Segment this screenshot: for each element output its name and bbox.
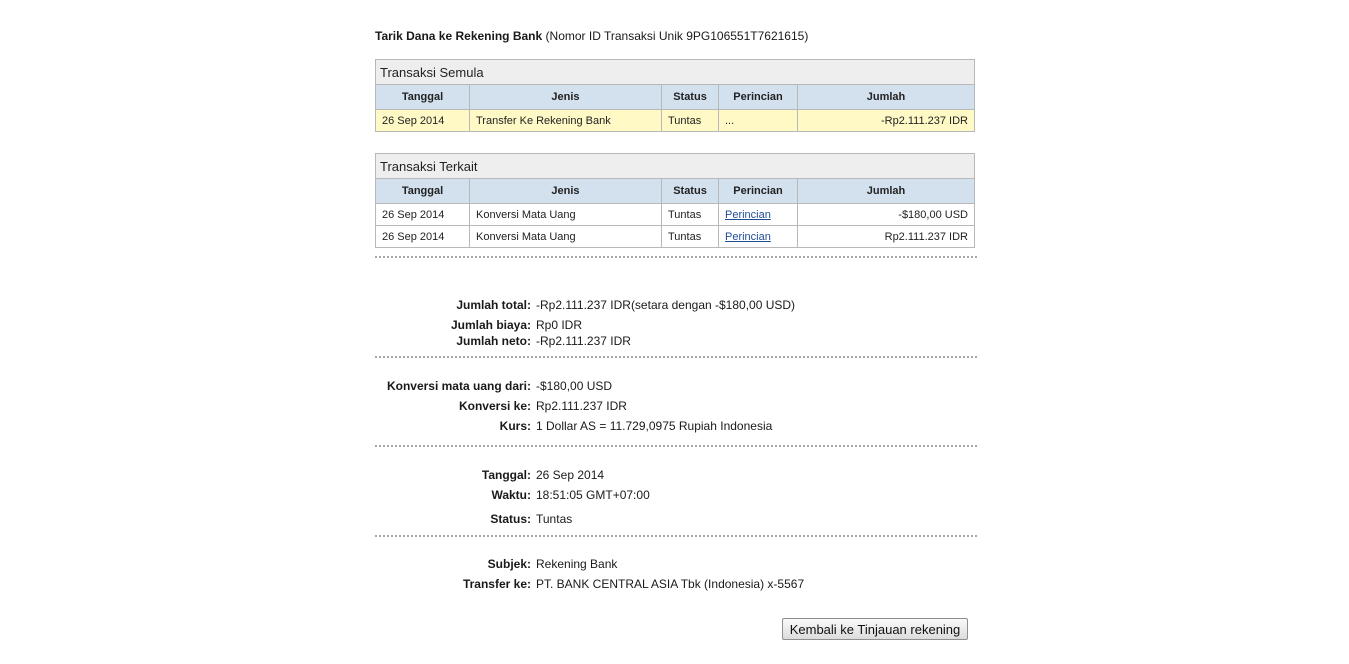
cell-amount: -Rp2.111.237 IDR bbox=[798, 110, 975, 132]
time-label: Waktu: bbox=[491, 488, 531, 502]
column-header-status: Status bbox=[662, 85, 719, 110]
date-row bbox=[375, 468, 977, 484]
conversion-from-value: -$180,00 USD bbox=[536, 379, 613, 393]
column-header-date: Tanggal bbox=[376, 85, 470, 110]
cell-amount: Rp2.111.237 IDR bbox=[798, 226, 975, 248]
total-amount-value: -Rp2.111.237 IDR(setara dengan -$180,00 USD) bbox=[536, 298, 796, 312]
subject-label: Subjek: bbox=[487, 557, 531, 571]
section-divider bbox=[375, 535, 977, 537]
table-row bbox=[376, 226, 975, 248]
section-divider bbox=[375, 356, 977, 358]
total-amount-row bbox=[375, 298, 977, 314]
table-caption: Transaksi Terkait bbox=[376, 154, 975, 179]
cell-status: Tuntas bbox=[662, 204, 719, 226]
conversion-from-label: Konversi mata uang dari: bbox=[386, 379, 531, 393]
status-label: Status: bbox=[490, 512, 531, 526]
original-transaction-table bbox=[375, 59, 975, 132]
time-value: 18:51:05 GMT+07:00 bbox=[536, 488, 650, 502]
column-header-amount: Jumlah bbox=[798, 85, 975, 110]
cell-amount: -$180,00 USD bbox=[798, 204, 975, 226]
cell-status: Tuntas bbox=[662, 226, 719, 248]
status-row bbox=[375, 512, 977, 528]
column-header-date: Tanggal bbox=[376, 179, 470, 204]
exchange-rate-value: 1 Dollar AS = 11.729,0975 Rupiah Indonesia bbox=[536, 419, 773, 433]
details-link[interactable]: Perincian bbox=[725, 230, 771, 243]
time-row bbox=[375, 488, 977, 504]
net-amount-label: Jumlah neto: bbox=[456, 334, 531, 348]
cell-type: Konversi Mata Uang bbox=[470, 204, 662, 226]
column-header-type: Jenis bbox=[470, 85, 662, 110]
cell-date: 26 Sep 2014 bbox=[376, 110, 470, 132]
cell-status: Tuntas bbox=[662, 110, 719, 132]
subject-row bbox=[375, 557, 977, 573]
net-amount-value: -Rp2.111.237 IDR bbox=[536, 334, 631, 348]
date-value: 26 Sep 2014 bbox=[536, 468, 605, 482]
column-header-details: Perincian bbox=[719, 179, 798, 204]
column-header-amount: Jumlah bbox=[798, 179, 975, 204]
cell-date: 26 Sep 2014 bbox=[376, 204, 470, 226]
cell-date: 26 Sep 2014 bbox=[376, 226, 470, 248]
cell-details bbox=[719, 226, 798, 248]
transaction-id: (Nomor ID Transaksi Unik 9PG106551T7621615) bbox=[545, 29, 809, 43]
back-to-account-overview-button[interactable]: Kembali ke Tinjauan rekening bbox=[782, 618, 968, 640]
details-link[interactable]: Perincian bbox=[725, 208, 771, 221]
total-amount-label: Jumlah total: bbox=[456, 298, 531, 312]
exchange-rate-row bbox=[375, 419, 977, 435]
cell-type: Transfer Ke Rekening Bank bbox=[470, 110, 662, 132]
conversion-to-value: Rp2.111.237 IDR bbox=[536, 399, 627, 413]
net-amount-row bbox=[375, 334, 977, 350]
table-caption: Transaksi Semula bbox=[376, 60, 975, 85]
table-row bbox=[376, 204, 975, 226]
column-header-details: Perincian bbox=[719, 85, 798, 110]
transfer-to-value: PT. BANK CENTRAL ASIA Tbk (Indonesia) x-5567 bbox=[536, 577, 805, 591]
cell-type: Konversi Mata Uang bbox=[470, 226, 662, 248]
page-title bbox=[375, 29, 808, 43]
page-title-main: Tarik Dana ke Rekening Bank bbox=[375, 29, 543, 43]
section-divider bbox=[375, 445, 977, 447]
transfer-to-label: Transfer ke: bbox=[462, 577, 531, 591]
column-header-status: Status bbox=[662, 179, 719, 204]
cell-details bbox=[719, 204, 798, 226]
table-row bbox=[376, 110, 975, 132]
conversion-to-row bbox=[375, 399, 977, 415]
column-header-type: Jenis bbox=[470, 179, 662, 204]
status-value: Tuntas bbox=[536, 512, 573, 526]
conversion-from-row bbox=[375, 379, 977, 395]
fee-amount-value: Rp0 IDR bbox=[536, 318, 583, 332]
exchange-rate-label: Kurs: bbox=[499, 419, 531, 433]
fee-amount-label: Jumlah biaya: bbox=[450, 318, 531, 332]
section-divider bbox=[375, 256, 977, 258]
conversion-to-label: Konversi ke: bbox=[458, 399, 531, 413]
cell-details: ... bbox=[719, 110, 798, 132]
fee-amount-row bbox=[375, 318, 977, 334]
date-label: Tanggal: bbox=[481, 468, 531, 482]
transfer-to-row bbox=[375, 577, 977, 593]
subject-value: Rekening Bank bbox=[536, 557, 618, 571]
related-transactions-table bbox=[375, 153, 975, 248]
